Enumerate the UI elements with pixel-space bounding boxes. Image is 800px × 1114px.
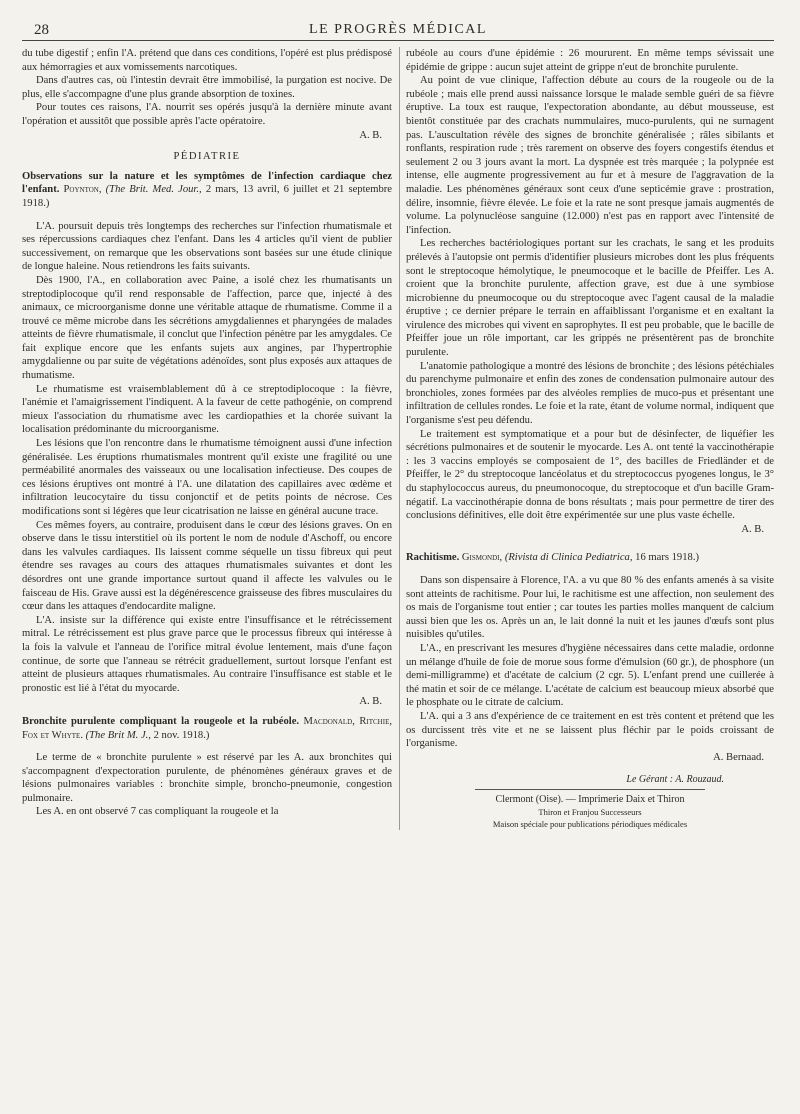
article-author: Macdonald, Ritchie, Fox et Whyte.: [22, 715, 392, 741]
paragraph: Le traitement est symptomatique et a pour but de désinfecter, de liquéfier les sécrétions pulmonaires et de soutenir le myocarde. Les A. ont tenté la vaccinothérapie : les 3 vaccins employés se composaient de 1°, des bacilles de Friedländer et de Pfeiffer, le 2° du streptocoque lancéolatus et du streptococcus pyogenes longus, le 3° du staphylococcus aureus, du pneumonocoque, du streptocoque et d'un bacille Gram-négatif. La vaccinothérapie donna de bons résultats ; mais pour permettre de tirer des conclusions définitives, elle doit être expérimentée sur une plus vaste échelle.: [406, 428, 774, 522]
article-date: 16 mars 1918.): [635, 552, 700, 564]
article-title-block: [406, 551, 774, 565]
article-source: (The Brit M. J.,: [85, 729, 154, 741]
section-heading: PÉDIATRIE: [173, 151, 241, 163]
article-source: (The Brit. Med. Jour.,: [105, 184, 206, 196]
signature: A. Bernaad.: [713, 751, 764, 763]
article-source: (Rivista di Clinica Pediatrica,: [504, 552, 636, 564]
article-title: Rachitisme.: [406, 552, 462, 564]
successors-line: Thiron et Franjou Successeurs: [538, 807, 642, 818]
gerant-line: Le Gérant : A. Rouzaud.: [626, 774, 724, 786]
paragraph: Les lésions que l'on rencontre dans le rhumatisme témoignent aussi d'une infection généralisée. Les éruptions rhumatismales montrent qu'il existe une fragilité ou une perméabilité anormales des vaisseaux ou une localisation infectieuse. Des coupes de ces lésions éruptives ont montré à l'A. une dilatation des capillaires avec œdème et infiltration leucocytaire du tissu conjonctif et de petits points de nécrose. Ces modifications sont si légères que leur cicatrisation ne laisse en général aucune trace.: [22, 438, 392, 517]
text-columns: [22, 47, 774, 830]
article-author: Poynton,: [63, 184, 106, 196]
article-author: Gismondi,: [461, 552, 505, 564]
specialty-line: Maison spéciale pour publications périodiques médicales: [492, 819, 688, 830]
paragraph: Les A. en ont observé 7 cas compliquant la rougeole et la: [36, 806, 279, 818]
paragraph: Dans son dispensaire à Florence, l'A. a vu que 80 % des enfants amenés à sa visite sont atteints de rachitisme. Pour lui, le rachitisme est une affection, non seulement des os mais de l'organisme tout entier ; car toutes les parties molles manquent de calcium aussi bien que les os. Après un an, le lait donné la nuit et les jaunes d'œufs sont plus nuisibles qu'utiles.: [406, 574, 774, 641]
colophon: [406, 774, 774, 830]
paragraph: Le rhumatisme est vraisemblablement dû à ce streptodiplocoque : la fièvre, l'anémie et l'amaigrissement l'indiquent. A la faveur de cette pathogénie, on comprend mieux l'association du rhumatisme avec les cardiopathies et la chorée suivant la localisation prédominante du microorganisme.: [22, 383, 392, 436]
paragraph: du tube digestif ; enfin l'A. prétend que dans ces conditions, l'opéré est plus prédisposé aux hémorragies et aux vomissements narcotiques.: [22, 48, 392, 73]
paragraph: Pour toutes ces raisons, l'A. nourrit ses opérés jusqu'à la dernière minute avant l'opération et aussitôt que possible après l'acte opératoire.: [22, 102, 392, 127]
paragraph: Dans d'autres cas, où l'intestin devrait être immobilisé, la purgation est nocive. De plus, elle s'accompagne d'une plus grande absorption de toxines.: [22, 75, 392, 100]
journal-title: LE PROGRÈS MÉDICAL: [309, 22, 487, 37]
article-date: 2 nov. 1918.): [153, 729, 210, 741]
running-head: [22, 18, 774, 41]
paragraph: L'A. poursuit depuis très longtemps des recherches sur l'infection rhumatismale et ses répercussions cardiaques chez l'enfant. Dans les 4 articles qu'il vient de publier successivement, on remarque que les observations sont basées sur une étude clinique de longue haleine. Nous retiendrons les faits suivants.: [22, 220, 392, 273]
paragraph: L'anatomie pathologique a montré des lésions de bronchite ; des lésions pétéchiales du parenchyme pulmonaire et enfin des zones de condensation pulmonaire autour des bronchioles, zones formées par des alvéoles remplies de muco-pus et présentant une infiltration de cellules rondes. Le foie et la rate, étant de volume normal, indiquent que l'organisme s'est peu défendu.: [406, 360, 774, 427]
paragraph: L'A. insiste sur la différence qui existe entre l'insuffisance et le rétrécissement mitral. Le rétrécissement est plus grave parce que le processus fibreux qui intéresse à la fois la valvule et l'anneau de l'orifice mitral évolue lentement, mais d'une façon continue, de sorte que l'anneau se rétrécit graduellement, surtout lorsque l'enfant est atteint de plusieurs attaques rhumatismales. Au contraire l'insuffisance est stable et le pronostic est lié à l'état du myocarde.: [22, 614, 392, 694]
paragraph: Le terme de « bronchite purulente » est réservé par les A. aux bronchites qui s'accompagnent d'expectoration purulente, de phénomènes généraux graves et de lésions pulmonaires variables : bronchite simple, broncho-pneumonie, congestion pulmonaire.: [22, 752, 392, 804]
colophon-rule: [475, 789, 705, 790]
article-title: Observations sur la nature et les symptômes de l'infection cardiaque chez l'enfant.: [22, 170, 392, 196]
paragraph: Les recherches bactériologiques portant sur les crachats, le sang et les produits prélevés à l'autopsie ont permis d'identifier plusieurs microbes dont les plus fréquents sont le streptocoque hémolytique, le pneumocoque et le bacille de Pfeiffer. Les A. croient que la bronchite purulente, affection grave, est due à une symbiose microbienne du pneumocoque ou du streptocoque avec l'agent causal de la maladie éruptive ; ce dernier prépare le terrain en affaiblissant l'organisme et en exaltant la virulence des microbes qui vivent en saprophytes. Il est peu probable, que le bacille de Pfeiffer joue un rôle important, car les grippés ne présentèrent pas de bronchite purulente.: [406, 238, 774, 359]
paragraph: Ces mêmes foyers, au contraire, produisent dans le cœur des lésions graves. On en observe dans le tissu interstitiel où ils portent le nom de nodule d'Aschoff, ou encore dans les valvules cardiaques. Ils laissent comme séquelle un tissu fibreux qui peut étendre ses ravages au cours des attaques rhumatismales suivantes et dont les désordres ont une grande importance surtout quand il affecte les valvules ou le faisceau de His. Grave aussi est la dégénérescence graisseuse des fibres musculaires du cœur dans les attaques d'endocardite maligne.: [22, 519, 392, 613]
right-column: [406, 47, 774, 830]
paragraph: Au point de vue clinique, l'affection débute au cours de la rougeole ou de la rubéole ; mais elle prend aussi naissance lorsque le malade semble guéri de sa fièvre éruptive. La toux est rauque, l'expectoration abondante, au début mousseuse, est bientôt constituée par des crachats nummulaires, muco-purulents, qui ne surnagent pas. L'auscultation révèle des signes de bronchite généralisée ; râles sibilants et ronflants, respiration rude ; très rarement on observe des foyers congestifs étendus et seulement 2 ou 3 jours avant la mort. La dyspnée est très marquée ; la polypnée est intense, elle augmente progressivement au fur et à mesure de l'aggravation de la maladie. Les phénomènes généraux sont ceux d'une septicémie grave : prostration, délire, insomnie, fièvre élevée. Le foie et la rate ne sont presque jamais augmentés de volume. La polynucléose sanguine (12.000) n'est pas en rapport avec l'intensité de l'infection.: [406, 75, 774, 236]
article-title: Bronchite purulente compliquant la rougeole et la rubéole.: [22, 715, 304, 727]
paragraph: L'A., en prescrivant les mesures d'hygiène nécessaires dans cette maladie, ordonne un mélange d'huile de foie de morue sous forme d'émulsion (60 gr.), de phosphore (un demi-milligramme) et d'acétate de calcium (2 cgr. 5). L'enfant prend une cuillerée à thé matin et soir de ce mélange. L'acétate de calcium est beaucoup mieux absorbé que le phosphate ou le citrate de calcium.: [406, 642, 774, 709]
printer-line: Clermont (Oise). — Imprimerie Daix et Thiron: [495, 794, 685, 806]
signature: A. B.: [741, 523, 764, 535]
signature: A. B.: [359, 696, 382, 708]
paragraph: rubéole au cours d'une épidémie : 26 moururent. En même temps sévissait une épidémie de grippe : aucun sujet atteint de grippe n'eut de bronchite purulente.: [406, 48, 774, 73]
article-title-block: [22, 170, 392, 211]
left-column: [22, 47, 392, 830]
article-title-block: [22, 715, 392, 742]
paragraph: L'A. qui a 3 ans d'expérience de ce traitement en est très content et prétend que les os durcissent très vite et ne se laissent plus fléchir par le poids croissant de l'organisme.: [406, 710, 774, 750]
paragraph: Dès 1900, l'A., en collaboration avec Paine, a isolé chez les rhumatisants un streptodiplocoque qu'il rend responsable de l'affection, parce que, injecté à des animaux, ce microorganisme donne une véritable attaque de rhumatisme. Comme il a trouvé ce même microbe dans les sécrétions amygdaliennes et pharyngées de malades atteints de fièvre rhumatismale, il conclut que l'infection pénètre par les amygdales. Ce fait explique encore que les enfants sujets aux angines, par l'hypertrophie amygdalienne ou par suite de végétations adénoïdes, sont plus exposés aux attaques de rhumatisme.: [22, 274, 392, 382]
signature: A. B.: [359, 129, 382, 141]
article-date: 2 mars, 13 avril, 6 juillet et 21 septembre 1918.): [22, 184, 393, 209]
column-divider: [399, 47, 400, 830]
page-number: 28: [34, 22, 49, 38]
